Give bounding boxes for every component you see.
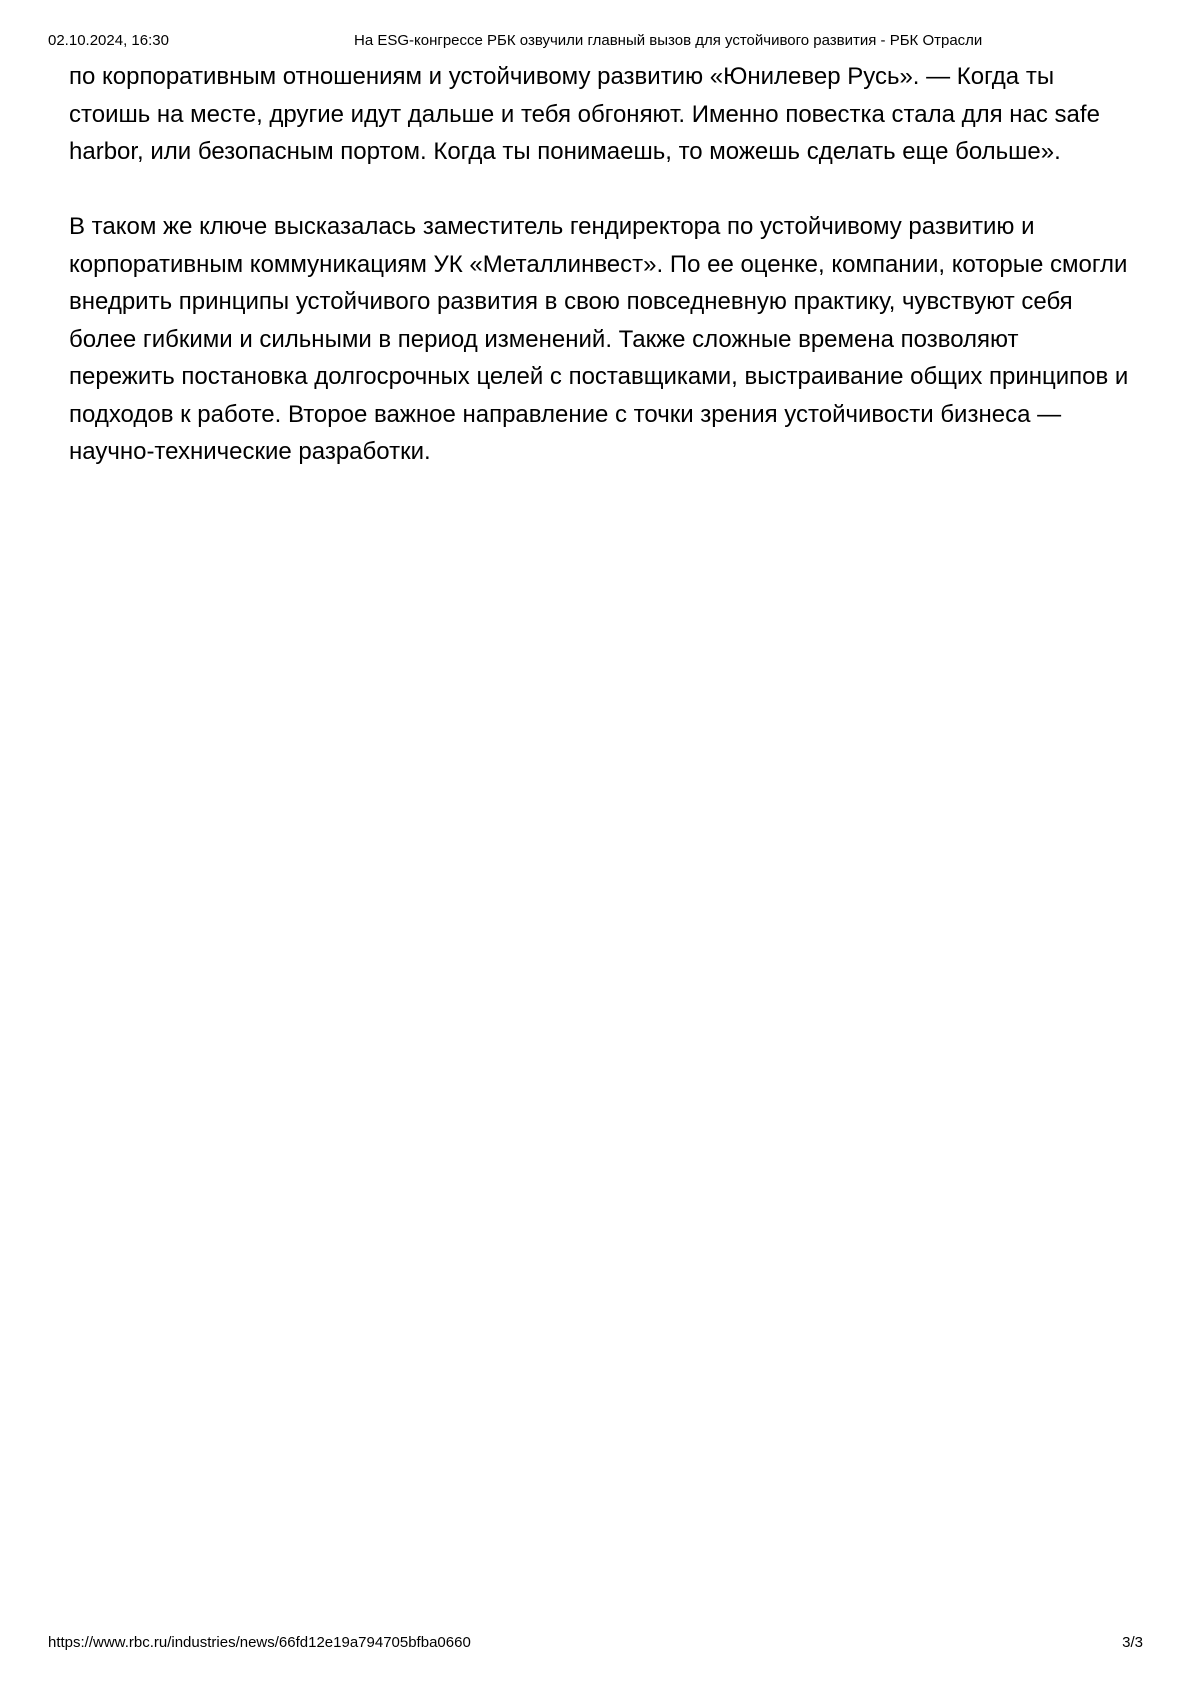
page-footer	[48, 1632, 1143, 1654]
article-paragraph: В таком же ключе высказалась заместитель гендиректора по устойчивому развитию и корпоративным коммуникациям УК «Металлинвест». По ее оценке, компании, которые смогли внедрить принципы устойчивого развития в свою повседневную практику, чувствуют себя более гибкими и сильными в период изменений. Также сложные времена позволяют пережить постановка долгосрочных целей с поставщиками, выстраивание общих принципов и подходов к работе. Второе важное направление с точки зрения устойчивости бизнеса — научно-технические разработки.	[69, 213, 1129, 465]
article-paragraph: по корпоративным отношениям и устойчивому развитию «Юнилевер Русь». — Когда ты стоишь на месте, другие идут дальше и тебя обгоняют. Именно повестка стала для нас safe harbor, или безопасным портом. Когда ты понимаешь, то можешь сделать еще больше».	[69, 63, 1100, 165]
page-number: 3/3	[1122, 1634, 1143, 1651]
document-title: На ESG-конгрессе РБК озвучили главный вызов для устойчивого развития - РБК Отрасли	[354, 32, 983, 49]
print-datetime: 02.10.2024, 16:30	[48, 32, 169, 49]
page-url[interactable]: https://www.rbc.ru/industries/news/66fd12e19a794705bfba0660	[48, 1634, 471, 1651]
page-header	[48, 30, 1143, 52]
article-body	[69, 58, 1129, 508]
